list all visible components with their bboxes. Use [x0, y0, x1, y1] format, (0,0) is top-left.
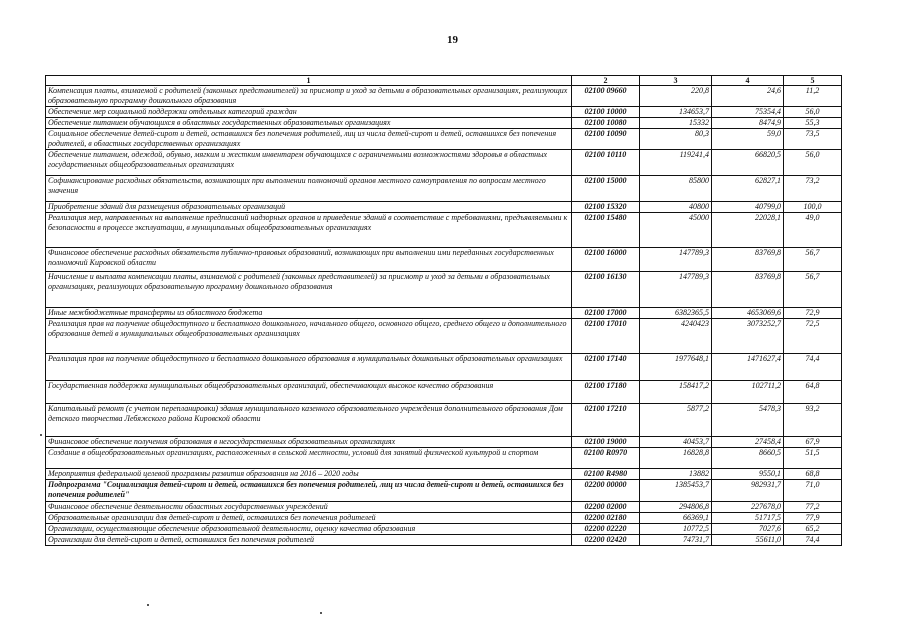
row-name: Организации для детей-сирот и детей, оставшихся без попечения родителей: [46, 535, 572, 546]
row-plan-value: 294806,8: [640, 502, 712, 513]
row-name: Реализация прав на получение общедоступного и бесплатного дошкольного образования в муниципальных дошкольных образовательных организациях: [46, 354, 572, 381]
table-row: [46, 448, 842, 469]
row-plan-value: 147789,3: [640, 272, 712, 308]
row-name: Финансовое обеспечение получения образования в негосударственных образовательных организациях: [46, 437, 572, 448]
row-percent: 65,2: [784, 524, 842, 535]
row-percent: 11,2: [784, 86, 842, 107]
row-percent: 56,7: [784, 248, 842, 272]
row-plan-value: 134653,7: [640, 107, 712, 118]
row-fact-value: 83769,8: [712, 248, 784, 272]
row-fact-value: 62827,1: [712, 176, 784, 202]
row-fact-value: 4653069,6: [712, 308, 784, 319]
table-row: [46, 404, 842, 437]
row-fact-value: 27458,4: [712, 437, 784, 448]
budget-table: [45, 75, 842, 546]
row-plan-value: 80,3: [640, 129, 712, 150]
row-name: Государственная поддержка муниципальных общеобразовательных организаций, обеспечивающих высокое качество образования: [46, 381, 572, 404]
table-row: [46, 150, 842, 176]
row-plan-value: 45000: [640, 213, 712, 248]
row-code: 02100 17010: [572, 319, 640, 354]
row-fact-value: 102711,2: [712, 381, 784, 404]
row-fact-value: 22028,1: [712, 213, 784, 248]
row-plan-value: 74731,7: [640, 535, 712, 546]
row-percent: 100,0: [784, 202, 842, 213]
row-name: Компенсация платы, взимаемой с родителей (законных представителей) за присмотр и уход за детьми в образовательных организациях, реализующих образовательную программу дошкольного образования: [46, 86, 572, 107]
table-row: [46, 535, 842, 546]
row-percent: 68,8: [784, 469, 842, 480]
row-percent: 56,0: [784, 150, 842, 176]
row-code: 02200 02180: [572, 513, 640, 524]
scan-speck: [40, 434, 42, 436]
row-fact-value: 40799,0: [712, 202, 784, 213]
row-name: Капитальный ремонт (с учетом перепланировки) здания муниципального казенного образовательного учреждения дополнительного образования Дом детского творчества Лебяжского района Кировской области: [46, 404, 572, 437]
row-name: Мероприятия федеральной целевой программы развития образования на 2016 – 2020 годы: [46, 469, 572, 480]
table-row: [46, 513, 842, 524]
table-row: [46, 437, 842, 448]
row-percent: 93,2: [784, 404, 842, 437]
table-row: [46, 381, 842, 404]
row-name: Иные межбюджетные трансферты из областного бюджета: [46, 308, 572, 319]
row-code: 02100 10090: [572, 129, 640, 150]
row-name: Реализация прав на получение общедоступного и бесплатного дошкольного, начального общего, основного общего, среднего общего и дополнительного образования детей в муниципальных общеобразовательных организациях: [46, 319, 572, 354]
row-code: 02100 17000: [572, 308, 640, 319]
row-percent: 56,7: [784, 272, 842, 308]
row-code: 02100 10110: [572, 150, 640, 176]
row-code: 02100 R0970: [572, 448, 640, 469]
scan-speck: [147, 604, 149, 606]
row-plan-value: 220,8: [640, 86, 712, 107]
row-plan-value: 1385453,7: [640, 480, 712, 502]
table-row: [46, 213, 842, 248]
row-name: Обеспечение питанием, одеждой, обувью, мягким и жестким инвентарем обучающихся с ограниченными возможностями здоровья в областных государственных общеобразовательных организациях: [46, 150, 572, 176]
table-row: [46, 502, 842, 513]
row-percent: 51,5: [784, 448, 842, 469]
row-name: Обеспечение мер социальной поддержки отдельных категорий граждан: [46, 107, 572, 118]
table-row: [46, 354, 842, 381]
row-code: 02100 17140: [572, 354, 640, 381]
row-fact-value: 24,6: [712, 86, 784, 107]
row-plan-value: 5877,2: [640, 404, 712, 437]
page-number: 19: [447, 34, 458, 46]
row-fact-value: 59,0: [712, 129, 784, 150]
header-col-4: 4: [712, 76, 784, 86]
table-row: [46, 176, 842, 202]
table-row: [46, 272, 842, 308]
row-code: 02100 16130: [572, 272, 640, 308]
row-percent: 72,5: [784, 319, 842, 354]
row-name: Финансовое обеспечение деятельности областных государственных учреждений: [46, 502, 572, 513]
row-percent: 55,3: [784, 118, 842, 129]
row-fact-value: 227678,0: [712, 502, 784, 513]
scan-speck: [320, 612, 322, 614]
table-row: [46, 86, 842, 107]
table-row: [46, 524, 842, 535]
row-plan-value: 40453,7: [640, 437, 712, 448]
row-plan-value: 147789,3: [640, 248, 712, 272]
row-code: 02100 16000: [572, 248, 640, 272]
row-plan-value: 16828,8: [640, 448, 712, 469]
row-code: 02200 02220: [572, 524, 640, 535]
row-plan-value: 15332: [640, 118, 712, 129]
row-name: Социальное обеспечение детей-сирот и детей, оставшихся без попечения родителей, лиц из числа детей-сирот и детей, оставшихся без попечения родителей, в областных государственных организациях: [46, 129, 572, 150]
table-row: [46, 118, 842, 129]
table-row: [46, 129, 842, 150]
row-fact-value: 66820,5: [712, 150, 784, 176]
row-percent: 73,5: [784, 129, 842, 150]
row-percent: 77,9: [784, 513, 842, 524]
row-fact-value: 8474,9: [712, 118, 784, 129]
row-code: 02200 00000: [572, 480, 640, 502]
row-percent: 72,9: [784, 308, 842, 319]
row-plan-value: 6382365,5: [640, 308, 712, 319]
row-plan-value: 40800: [640, 202, 712, 213]
table-row: [46, 480, 842, 502]
row-name: Образовательные организации для детей-сирот и детей, оставшихся без попечения родителей: [46, 513, 572, 524]
row-fact-value: 8660,5: [712, 448, 784, 469]
row-name: Обеспечение питанием обучающихся в областных государственных образовательных организациях: [46, 118, 572, 129]
row-code: 02100 19000: [572, 437, 640, 448]
row-percent: 49,0: [784, 213, 842, 248]
table-row: [46, 308, 842, 319]
row-code: 02100 15320: [572, 202, 640, 213]
row-percent: 74,4: [784, 354, 842, 381]
row-percent: 77,2: [784, 502, 842, 513]
row-percent: 73,2: [784, 176, 842, 202]
table-row: [46, 319, 842, 354]
row-percent: 71,0: [784, 480, 842, 502]
row-percent: 56,0: [784, 107, 842, 118]
row-code: 02100 10000: [572, 107, 640, 118]
row-percent: 67,9: [784, 437, 842, 448]
table-row: [46, 107, 842, 118]
row-percent: 64,8: [784, 381, 842, 404]
row-name: Финансовое обеспечение расходных обязательств публично-правовых образований, возникающих при выполнении ими переданных государственных полномочий Кировской области: [46, 248, 572, 272]
row-code: 02100 15480: [572, 213, 640, 248]
row-name: Начисление и выплата компенсации платы, взимаемой с родителей (законных представителей) за присмотр и уход за детьми в образовательных организациях, реализующих образовательную программу дошкольного образования: [46, 272, 572, 308]
row-fact-value: 3073252,7: [712, 319, 784, 354]
table-row: [46, 248, 842, 272]
row-plan-value: 158417,2: [640, 381, 712, 404]
row-fact-value: 5478,3: [712, 404, 784, 437]
row-plan-value: 85800: [640, 176, 712, 202]
row-plan-value: 13882: [640, 469, 712, 480]
row-name: Организации, осуществляющие обеспечение образовательной деятельности, оценку качества образования: [46, 524, 572, 535]
row-code: 02100 17180: [572, 381, 640, 404]
row-fact-value: 75354,4: [712, 107, 784, 118]
row-fact-value: 1471627,4: [712, 354, 784, 381]
row-fact-value: 982931,7: [712, 480, 784, 502]
row-fact-value: 83769,8: [712, 272, 784, 308]
row-name: Приобретение зданий для размещения образовательных организаций: [46, 202, 572, 213]
row-name: Создание в общеобразовательных организациях, расположенных в сельской местности, условий для занятий физической культурой и спортом: [46, 448, 572, 469]
table-row: [46, 202, 842, 213]
row-code: 02100 10080: [572, 118, 640, 129]
row-code: 02100 09660: [572, 86, 640, 107]
row-plan-value: 10772,5: [640, 524, 712, 535]
row-plan-value: 119241,4: [640, 150, 712, 176]
header-col-5: 5: [784, 76, 842, 86]
row-fact-value: 7027,6: [712, 524, 784, 535]
row-name: Реализация мер, направленных на выполнение предписаний надзорных органов и приведение зданий в соответствие с требованиями, предъявляемыми к безопасности в процессе эксплуатации, в муниципальных общеобразовательных организациях: [46, 213, 572, 248]
header-col-3: 3: [640, 76, 712, 86]
row-code: 02200 02420: [572, 535, 640, 546]
table-header-row: [46, 76, 842, 86]
row-plan-value: 66369,1: [640, 513, 712, 524]
header-col-1: 1: [46, 76, 572, 86]
row-code: 02100 17210: [572, 404, 640, 437]
row-name: Софинансирование расходных обязательств, возникающих при выполнении полномочий органов местного самоуправления по вопросам местного значения: [46, 176, 572, 202]
row-name: Подпрограмма "Социализация детей-сирот и детей, оставшихся без попечения родителей, лиц из числа детей-сирот и детей, оставшихся без попечения родителей": [46, 480, 572, 502]
row-percent: 74,4: [784, 535, 842, 546]
row-fact-value: 55611,0: [712, 535, 784, 546]
row-fact-value: 51717,5: [712, 513, 784, 524]
table-row: [46, 469, 842, 480]
header-col-2: 2: [572, 76, 640, 86]
row-plan-value: 1977648,1: [640, 354, 712, 381]
row-plan-value: 4240423: [640, 319, 712, 354]
row-code: 02100 R4980: [572, 469, 640, 480]
row-fact-value: 9550,1: [712, 469, 784, 480]
row-code: 02200 02000: [572, 502, 640, 513]
row-code: 02100 15000: [572, 176, 640, 202]
